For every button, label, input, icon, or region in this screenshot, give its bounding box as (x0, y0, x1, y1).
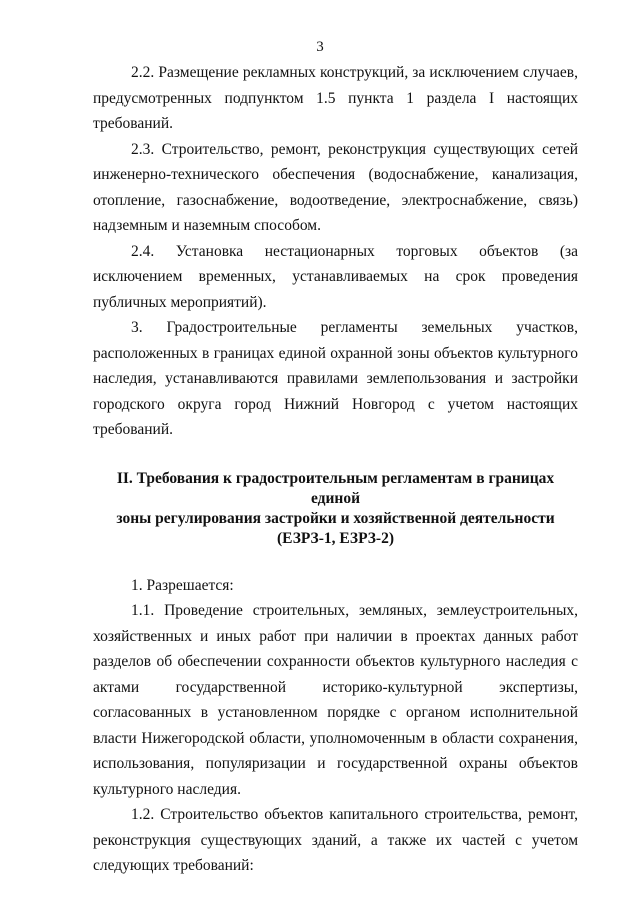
section-heading-line-2: зоны регулирования застройки и хозяйственной деятельности (116, 509, 555, 527)
paragraph-1: 1. Разрешается: (131, 576, 234, 594)
page-number: 3 (316, 39, 324, 55)
section-heading-line-3: (ЕЗРЗ-1, ЕЗРЗ-2) (277, 529, 394, 547)
paragraph-2-2: 2.2. Размещение рекламных конструкций, за исключением случаев, предусмотренных подпунктом 1.5 пункта 1 раздела I настоящих требований. (93, 64, 578, 132)
document-body (93, 60, 578, 874)
section-heading-line-1: II. Требования к градостроительным регламентам в границах единой (116, 469, 555, 507)
paragraph-1-1: 1.1. Проведение строительных, земляных, землеустроительных, хозяйственных и иных работ при наличии в проектах данных работ разделов об обеспечении сохранности объектов культурного наследия с актами государственной историко-культурной экспертизы, согласованных в установленном порядке с органом исполнительной власти Нижегородской области, уполномоченным в области сохранения, использования, популяризации и государственной охраны объектов культурного наследия. (93, 602, 578, 798)
paragraph-3: 3. Градостроительные регламенты земельных участков, расположенных в границах единой охранной зоны объектов культурного наследия, устанавливаются правилами землепользования и застройки городского округа город Нижний Новгород с учетом настоящих требований. (93, 319, 578, 438)
paragraph-2-3: 2.3. Строительство, ремонт, реконструкция существующих сетей инженерно-технического обеспечения (водоснабжение, канализация, отопление, газоснабжение, водоотведение, электроснабжение, связь) надземным и наземным способом. (93, 140, 578, 234)
section-heading (93, 469, 578, 549)
paragraph-2-4: 2.4. Установка нестационарных торговых объектов (за исключением временных, устанавливаемых на срок проведения публичных мероприятий). (93, 242, 578, 311)
paragraph-1-2: 1.2. Строительство объектов капитального строительства, ремонт, реконструкция существующих зданий, а также их частей с учетом следующих требований: (93, 806, 578, 874)
